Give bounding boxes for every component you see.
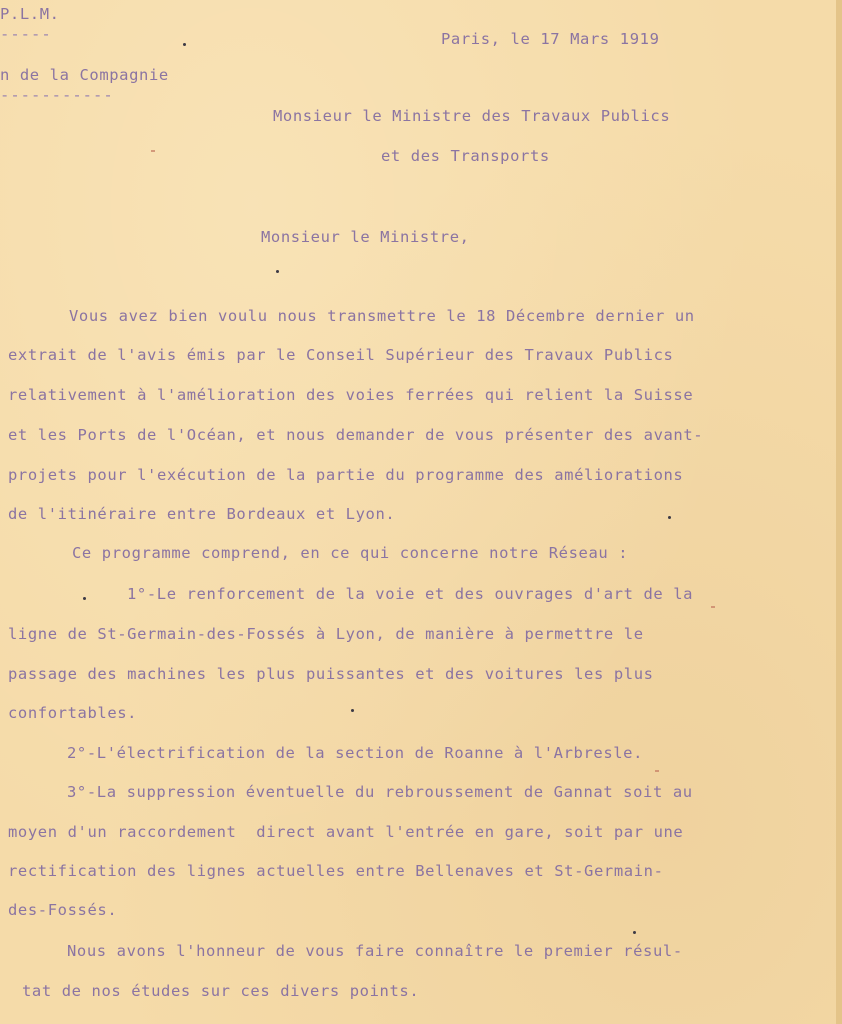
body-line: tat de nos études sur ces divers points. [22, 982, 420, 1000]
body-line: des-Fossés. [8, 901, 118, 919]
body-line: Vous avez bien voulu nous transmettre le 18 Décembre dernier un [69, 307, 695, 325]
salutation: Monsieur le Ministre, [261, 228, 470, 246]
body-line: relativement à l'amélioration des voies ferrées qui relient la Suisse [8, 386, 694, 404]
paper-speck [668, 516, 671, 519]
page-edge-shadow [836, 0, 842, 1024]
body-line: ligne de St-Germain-des-Fossés à Lyon, de manière à permettre le [8, 625, 644, 643]
body-line: moyen d'un raccordement direct avant l'entrée en gare, soit par une [8, 823, 684, 841]
body-line: rectification des lignes actuelles entre Bellenaves et St-Germain- [8, 862, 664, 880]
department-name: n de la Compagnie [0, 66, 169, 84]
company-code: P.L.M. [0, 5, 60, 23]
recipient-line-1: Monsieur le Ministre des Travaux Publics [273, 107, 671, 125]
body-line: 2°-L'électrification de la section de Roanne à l'Arbresle. [67, 744, 644, 762]
department-underline: ----------- [0, 86, 114, 104]
paper-speck [83, 597, 86, 600]
body-line: projets pour l'exécution de la partie du programme des améliorations [8, 466, 684, 484]
paper-fleck [711, 606, 715, 608]
place-and-date: Paris, le 17 Mars 1919 [441, 30, 660, 48]
body-line: 3°-La suppression éventuelle du rebroussement de Gannat soit au [67, 783, 693, 801]
body-line: et les Ports de l'Océan, et nous demander de vous présenter des avant- [8, 426, 704, 444]
body-line: de l'itinéraire entre Bordeaux et Lyon. [8, 505, 396, 523]
body-line: extrait de l'avis émis par le Conseil Supérieur des Travaux Publics [8, 346, 674, 364]
paper-fleck [151, 150, 155, 152]
body-line: confortables. [8, 704, 138, 722]
paper-speck [633, 931, 636, 934]
paper-speck [351, 709, 354, 712]
paper-speck [183, 43, 186, 46]
body-line: Ce programme comprend, en ce qui concerne notre Réseau : [72, 544, 629, 562]
body-line: 1°-Le renforcement de la voie et des ouvrages d'art de la [127, 585, 694, 603]
body-line: Nous avons l'honneur de vous faire connaître le premier résul- [67, 942, 683, 960]
paper-speck [276, 270, 279, 273]
paper-fleck [655, 770, 659, 772]
body-line: passage des machines les plus puissantes et des voitures les plus [8, 665, 654, 683]
company-code-underline: ----- [0, 25, 52, 43]
recipient-line-2: et des Transports [381, 147, 550, 165]
